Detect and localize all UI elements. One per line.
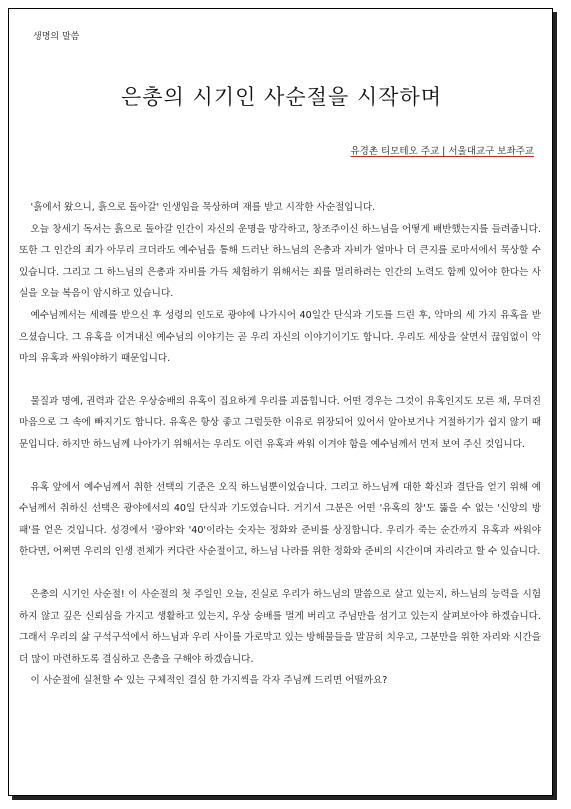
document-page [8,8,553,796]
paragraph: 예수님께서는 세례를 받으신 후 성령의 인도로 광야에 나가시어 40일간 단식과 기도를 드린 후, 악마의 세 가지 유혹을 받으셨습니다. 그 유혹을 이겨내신 예수님의 이야기는 곧 우리 자신의 이야기이기도 합니다. 우리도 세상을 살면서 끊임없이 악마의 유혹과 싸워야하기 때문입니다. [19,309,541,365]
paragraph: 오늘 창세기 독서는 흙으로 돌아갈 인간이 자신의 운명을 망각하고, 창조주이신 하느님을 어떻게 배반했는지를 들려줍니다. 또한 그 인간의 죄가 아무리 크더라도 예수님을 통해 드러난 하느님의 은총과 자비가 얼마나 더 큰지를 로마서에서 묵상할 수 있습니다. 그리고 그 하느님의 은총과 자비를 가득 체험하기 위해서는 죄를 멀리하려는 인간의 노력도 함께 있어야 한다는 사실을 오늘 복음이 암시하고 있습니다. [19,223,541,300]
paragraph: 이 사순절에 실천할 수 있는 구체적인 결심 한 가지씩을 각자 주님께 드리면 어떨까요? [30,675,388,687]
author-byline: 유경촌 티모테오 주교 | 서울대교구 보좌주교 [350,146,534,157]
paragraph: 물질과 명예, 권력과 같은 우상숭배의 유혹이 집요하게 우리를 괴롭힙니다. 어떤 경우는 그것이 유혹인지도 모른 채, 무뎌진 마음으로 그 속에 빠지기도 합니다. 유혹은 항상 좋고 그럴듯한 이유로 위장되어 있어서 알아보거나 거절하기가 쉽지 않기 때문입니다. 하지만 하느님께 나아가기 위해서는 우리도 이런 유혹과 싸워 이겨야 함을 예수님께서 먼저 보여 주신 것입니다. [19,395,541,450]
paragraph: 유혹 앞에서 예수님께서 취한 선택의 기준은 오직 하느님뿐이었습니다. 그리고 하느님께 대한 확신과 결단을 얻기 위해 예수님께서 취하신 선택은 광야에서의 40일 단식과 기도였습니다. 거기서 그분은 어떤 '유혹의 창'도 뚫을 수 없는 '신앙의 방패'를 얻은 것입니다. 성경에서 '광야'와 '40'이라는 숫자는 정화와 준비를 상징합니다. 우리가 죽는 순간까지 유혹과 싸워야 한다면, 어쩌면 우리의 인생 전체가 커다란 사순절이고, 하느님 나라를 위한 정화와 준비의 시간이며 자리라고 할 수 있습니다. [19,481,541,558]
paragraph: 은총의 시기인 사순절! 이 사순절의 첫 주일인 오늘, 진실로 우리가 하느님의 말씀으로 살고 있는지, 하느님의 능력을 시험하지 않고 깊은 신뢰심을 가지고 생활하고 있는지, 우상 숭배를 멀게 버리고 주님만을 섬기고 있는지 살펴보아야 하겠습니다. 그래서 우리의 삶 구석구석에서 하느님과 우리 사이를 가로막고 있는 방해물들을 말끔히 치우고, 그분만을 위한 자리와 시간을 더 많이 마련하도록 결심하고 은총을 구해야 하겠습니다. [19,588,541,665]
page-shadow-bottom [12,796,557,800]
paragraph: '흙에서 왔으니, 흙으로 돌아갈' 인생임을 묵상하며 재를 받고 시작한 사순절입니다. [30,202,376,213]
page-shadow-right [553,12,557,800]
section-label: 생명의 말씀 [33,32,80,42]
article-body [19,197,541,692]
page-title: 은총의 시기인 사순절을 시작하며 [120,85,443,109]
